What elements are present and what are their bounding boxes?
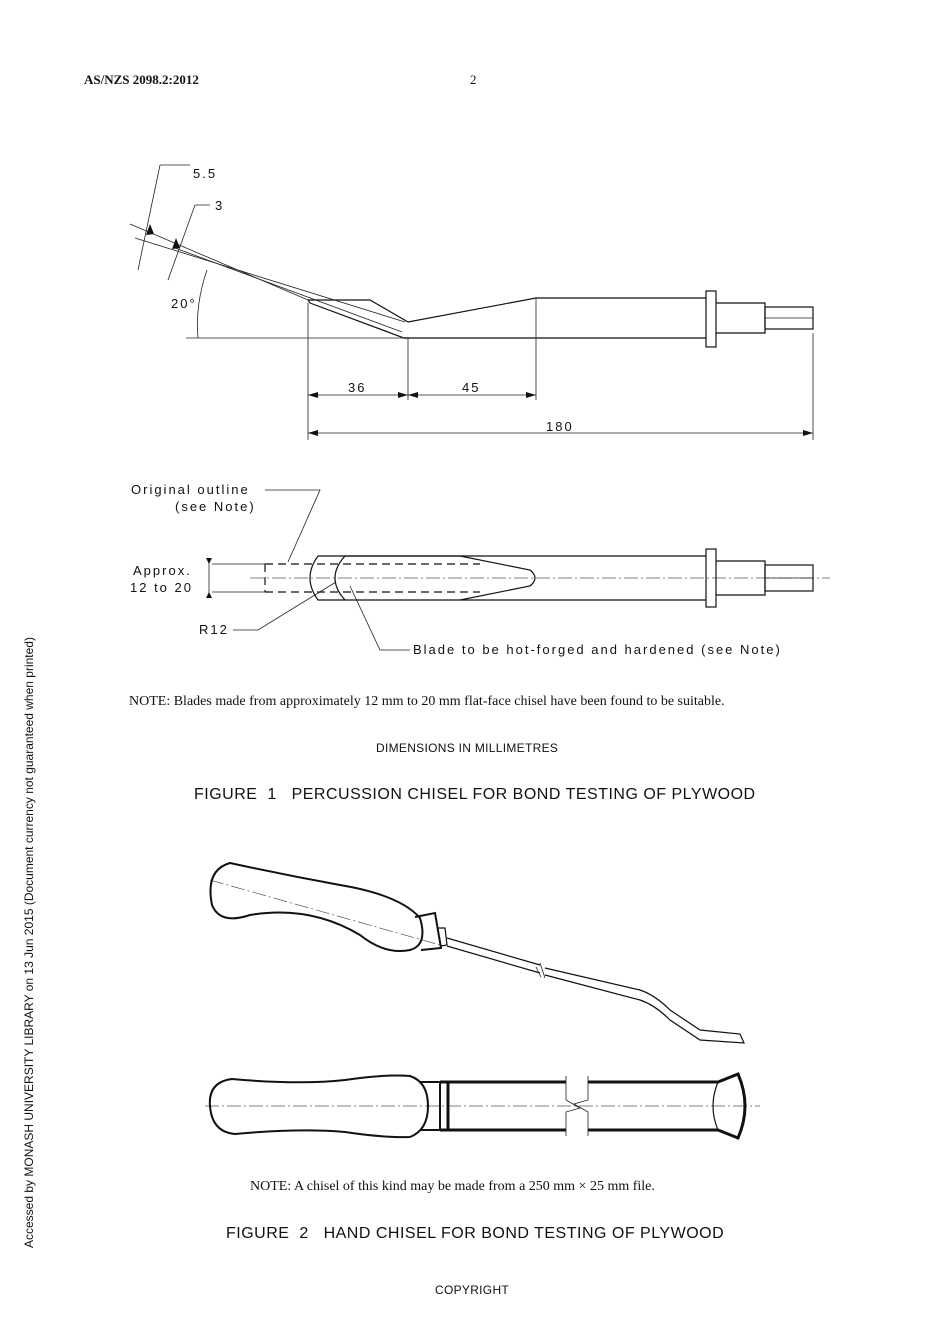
access-sidebar-note: Accessed by MONASH UNIVERSITY LIBRARY on 13 Jun 2015 (Document currency not guaranteed when printed) <box>22 637 36 1248</box>
radius-label: R12 <box>199 622 229 637</box>
figure2-caption: FIGURE 2 HAND CHISEL FOR BOND TESTING OF PLYWOOD <box>226 1225 725 1242</box>
figure1-note: NOTE: Blades made from approximately 12 mm to 20 mm flat-face chisel have been found to be suitable. <box>129 694 725 709</box>
dim-5-5-label: 5.5 <box>193 166 218 181</box>
angle-label: 20° <box>171 296 197 311</box>
percussion-chisel-top-view <box>206 490 830 650</box>
figure1-drawing <box>0 150 950 670</box>
blade-note-label: Blade to be hot-forged and hardened (see Note) <box>413 642 782 657</box>
dim-45-label: 45 <box>462 380 481 395</box>
figure1-caption: FIGURE 1 PERCUSSION CHISEL FOR BOND TESTING OF PLYWOOD <box>194 786 756 803</box>
standard-code: AS/NZS 2098.2:2012 <box>84 72 199 87</box>
figure2-note: NOTE: A chisel of this kind may be made from a 250 mm × 25 mm file. <box>250 1179 655 1194</box>
dim-3-label: 3 <box>215 198 225 213</box>
hand-chisel-top-view <box>205 1074 760 1138</box>
hand-chisel-angled-view <box>210 863 744 1043</box>
angle-dimension <box>130 165 405 338</box>
original-outline-note: (see Note) <box>175 499 256 514</box>
copyright-footer: COPYRIGHT <box>435 1283 510 1297</box>
page-number: 2 <box>470 72 477 87</box>
original-outline-label: Original outline <box>131 482 250 497</box>
dim-36-label: 36 <box>348 380 367 395</box>
dim-180-label: 180 <box>546 419 574 434</box>
figure1-units: DIMENSIONS IN MILLIMETRES <box>376 741 559 755</box>
figure2-drawing <box>0 850 950 1150</box>
percussion-chisel-side-view <box>308 291 813 440</box>
approx-label: Approx. <box>133 563 192 578</box>
approx-range-label: 12 to 20 <box>130 580 193 595</box>
